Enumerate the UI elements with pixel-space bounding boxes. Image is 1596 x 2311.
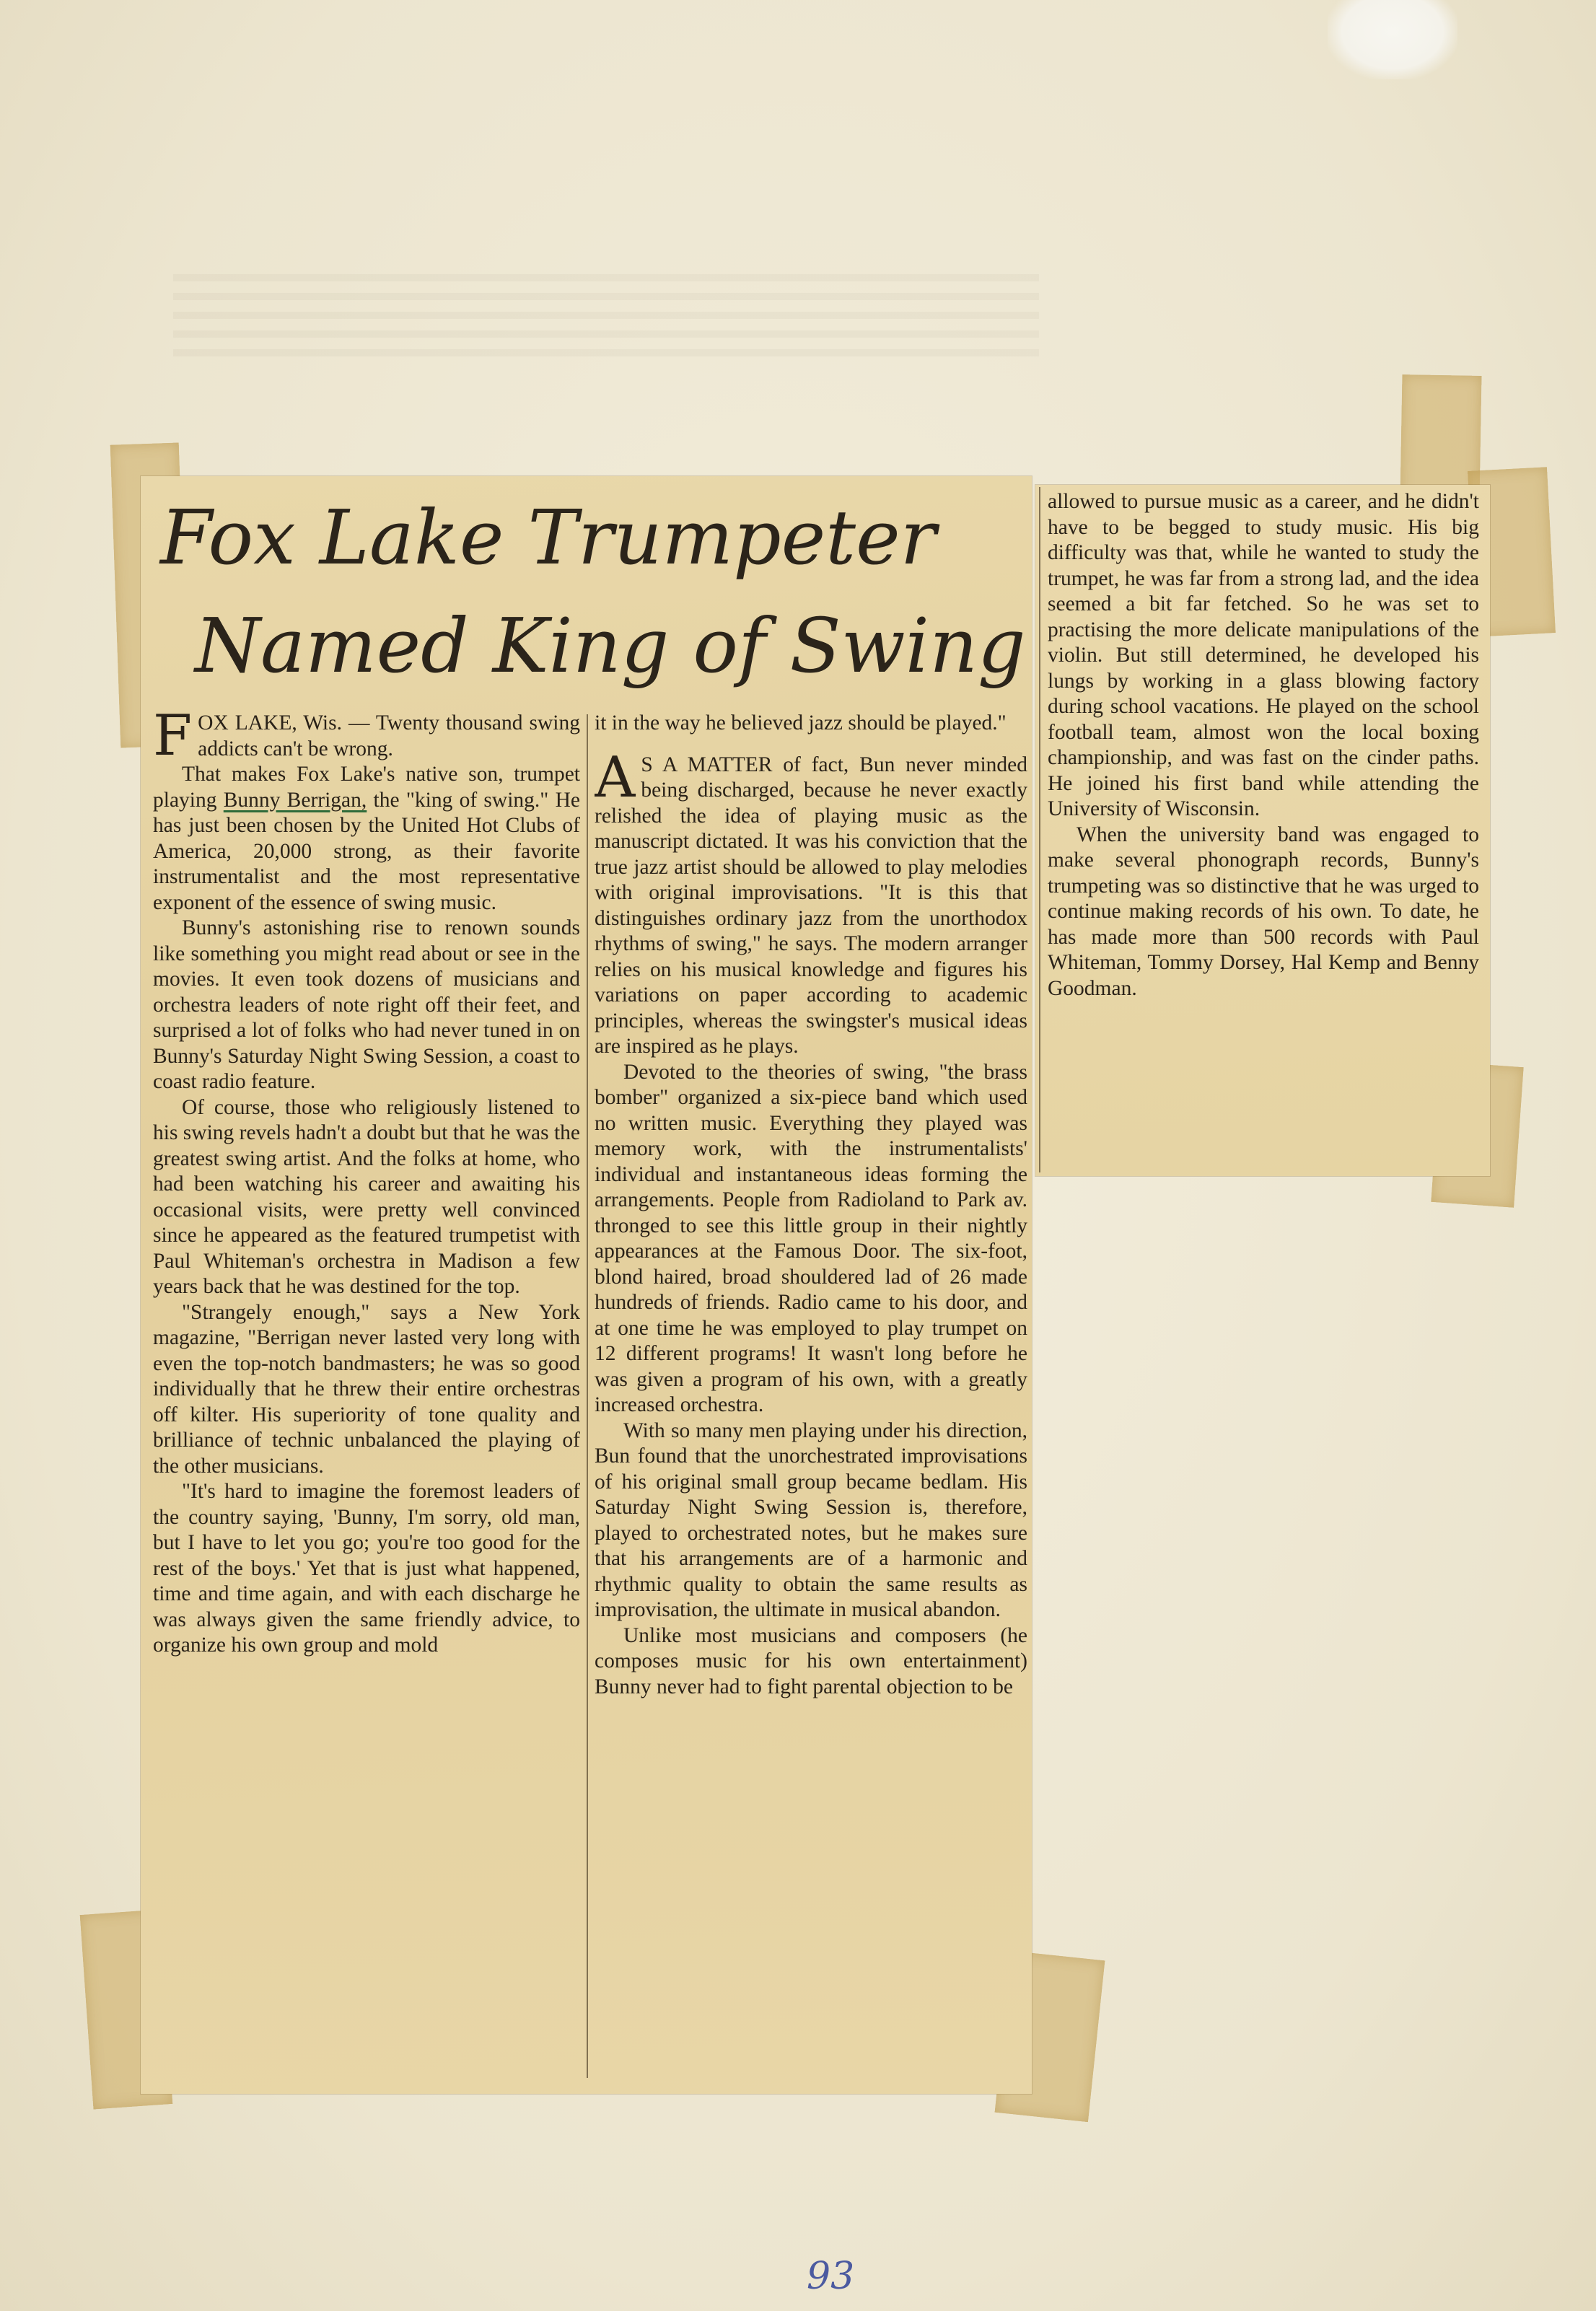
paragraph: When the university band was engaged to make several phonograph records, Bunny's trumpeting was so distinctive that he was urged to continue making records of his own. To date, he has made more than 500 records with Paul Whiteman, Tommy Dorsey, Hal Kemp and Benny Goodman. (1048, 823, 1479, 1000)
article-column-2 (595, 711, 1027, 2085)
paragraph-text: S A MATTER of fact, Bun never minded being discharged, because he never exactly relished the idea of playing music as the manuscript dictated. It was his conviction that the true jazz artist should be allowed to play melodies with original improvisations. "It is this that distinguishes ordinary jazz from the unorthodox rhythms of swing," he says. The modern arranger relies on his musical knowledge and figures his variations on paper according to academic principles, whereas the swingster's musical ideas are inspired as he plays. (595, 753, 1027, 1058)
paragraph: Bunny's astonishing rise to renown sounds like something you might read about or see in the movies. It even took dozens of musicians and orchestra leaders of note right off their feet, and surprised a lot of folks who had never tuned in on Bunny's Saturday Night Swing Session, a coast to coast radio feature. (153, 916, 580, 1093)
paragraph: it in the way he believed jazz should be played." (595, 711, 1007, 734)
paragraph-text: That makes Fox Lake's native son, trumpet playing (153, 763, 580, 812)
paragraph: "It's hard to imagine the foremost leaders of the country saying, 'Bunny, I'm sorry, old man, but I have to let you go; you're too good for the rest of the boys.' Yet that is just what happened, time and time again, and with each discharge he was always given the same friendly advice, to organize his own group and mold (153, 1480, 580, 1657)
page-number: 93 (807, 2255, 855, 2298)
column-rule-2 (1039, 487, 1040, 1172)
headline (160, 483, 1026, 707)
drop-cap: F (153, 711, 193, 768)
paragraph: Unlike most musicians and composers (he composes music for his own entertainment) Bunny never had to fight parental objection to be (595, 1623, 1027, 1698)
paragraph-text: the "king of swing." He has just been chosen by the United Hot Clubs of America, 20,000 strong, as their favorite instrumentalist and the most representative exponent of the essence of swing music. (153, 788, 580, 914)
paragraph: Of course, those who religiously listened to his swing revels hadn't a doubt but that he was the greatest swing artist. And the folks at home, who had been watching his career and awaiting his occasional visits, were pretty well convinced since he appeared as the featured trumpetist with Paul Whiteman's orchestra in Madison a few years back that he was destined for the top. (153, 1095, 580, 1298)
paragraph: With so many men playing under his direction, Bun found that the unorchestrated improvisations of his original small group became bedlam. His Saturday Night Swing Session is, therefore, played to orchestrated notes, but he makes sure that his arrangements are of a harmonic and rhythmic quality to obtain the same results as improvisation, the ultimate in musical abandon. (595, 1418, 1027, 1621)
article-column-1 (153, 711, 580, 2085)
page-corner-blot (1328, 0, 1457, 79)
headline-line-1: Fox Lake Trumpeter (160, 494, 937, 582)
paragraph-text: OX LAKE, Wis. — Twenty thousand swing addicts can't be wrong. (198, 711, 580, 760)
drop-cap: A (595, 745, 636, 810)
paragraph: Devoted to the theories of swing, "the brass bomber" organized a six-piece band which used no written music. Everything they played was memory work, with the instrumentalists' individual and instantaneous ideas forming the arrangements. People from Radioland to Park av. thronged to see this little group in their nightly appearances at the Famous Door. The six-foot, blond haired, broad shouldered lad of 26 made hundreds of friends. Radio came to his door, and at one time he was employed to play trumpet on 12 different programs! It wasn't long before he was given a program of his own, with a greatly increased orchestra. (595, 1060, 1027, 1416)
column-rule-1 (587, 714, 588, 2078)
bleed-through-text (173, 274, 1039, 361)
paragraph (153, 762, 580, 916)
paragraph: allowed to pursue music as a career, and he didn't have to be begged to study music. His big difficulty was that, while he wanted to study the trumpet, he was far from a strong lad, and the idea seemed a bit far fetched. So he was set to practising the more delicate manipulations of the violin. But still determined, he developed his lungs by working in a glass blowing factory during school vacations. He played on the school football team, almost won the local boxing championship, and was fast on the cinder paths. He joined his first band while attending the University of Wisconsin. (1048, 490, 1479, 820)
paragraph-section-start (595, 745, 1027, 1060)
underlined-name: Bunny Berrigan, (223, 788, 367, 812)
paragraph-dateline (153, 711, 580, 768)
paragraph: "Strangely enough," says a New York magazine, "Berrigan never lasted very long with even the top-notch bandmasters; he was so good individually that he threw their entire orchestras off kilter. His superiority of tone quality and brilliance of technic unbalanced the playing of the other musicians. (153, 1300, 580, 1478)
headline-line-2: Named King of Swing (195, 602, 1026, 690)
article-column-3 (1048, 489, 1479, 1171)
